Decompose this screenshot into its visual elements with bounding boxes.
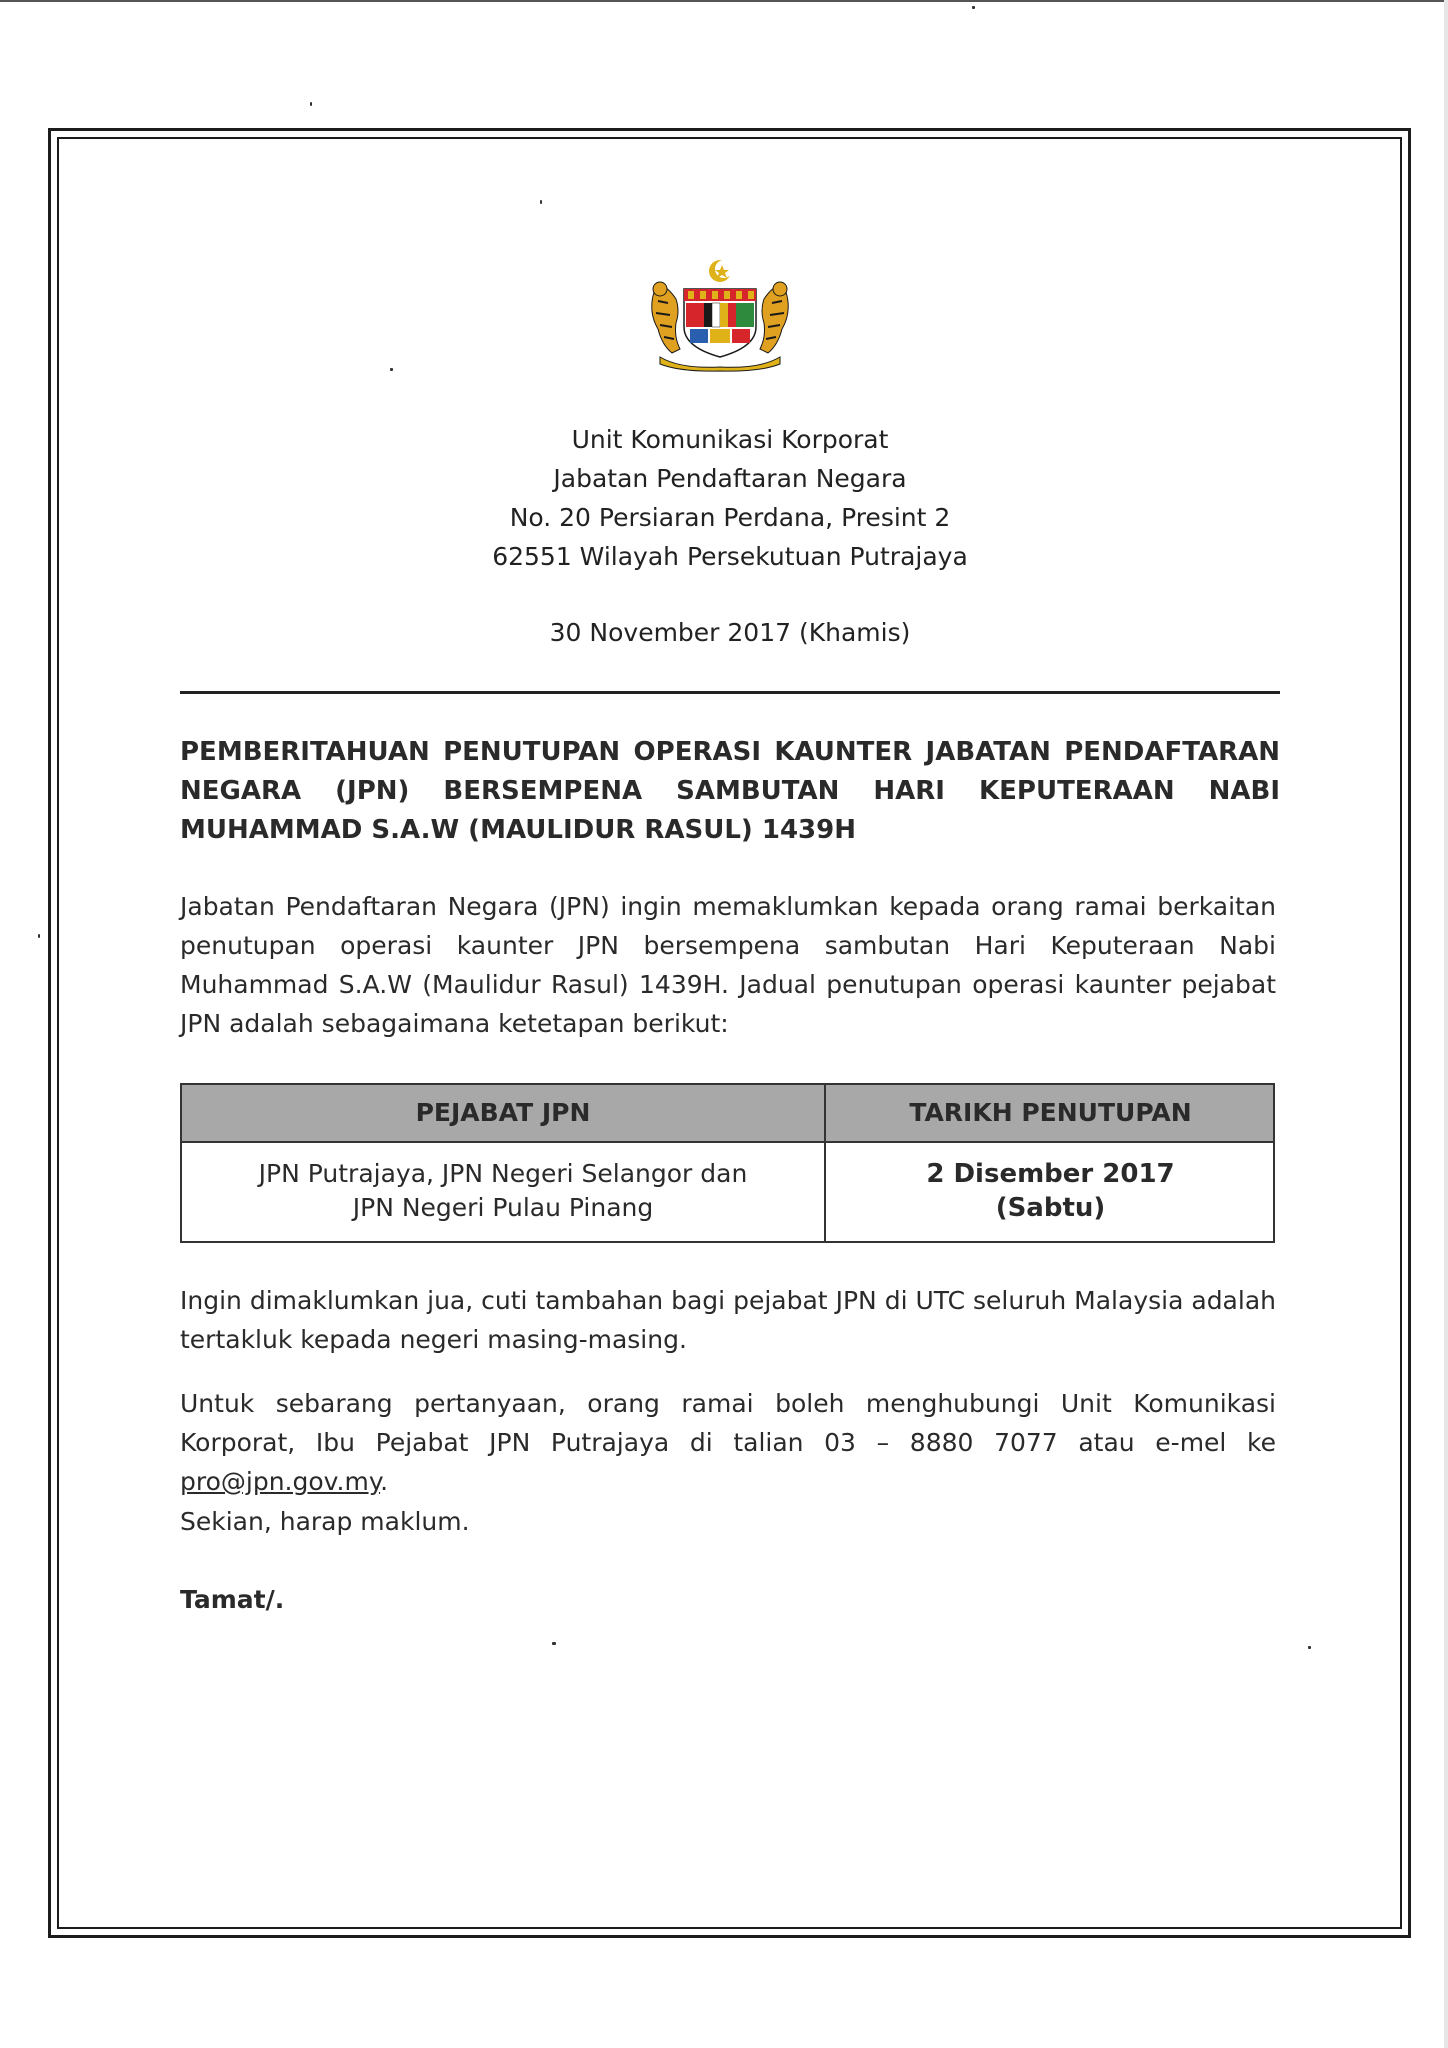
address-line: No. 20 Persiaran Perdana, Presint 2 — [509, 503, 951, 532]
scan-speck — [38, 934, 40, 938]
address-line: 62551 Wilayah Persekutuan Putrajaya — [492, 542, 968, 571]
table-cell-office — [182, 1157, 824, 1225]
closure-day: (Sabtu) — [995, 1193, 1106, 1223]
note-paragraph: Ingin dimaklumkan jua, cuti tambahan bagi pejabat JPN di UTC seluruh Malaysia adalah tertakluk kepada negeri masing-masing. — [180, 1286, 1276, 1354]
contact-text: Untuk sebarang pertanyaan, orang ramai boleh menghubungi Unit Komunikasi Korporat, Ibu Pejabat JPN Putrajaya di talian 03 – 8880 7077 atau e-mel ke — [180, 1389, 1276, 1457]
table-cell-date — [826, 1157, 1275, 1225]
table-header-date: TARIKH PENUTUPAN — [909, 1098, 1192, 1127]
closure-table — [180, 1083, 1275, 1243]
scan-speck — [540, 200, 542, 204]
contact-period: . — [380, 1467, 389, 1496]
closing-line: Sekian, harap maklum. — [180, 1507, 470, 1536]
end-mark: Tamat/. — [180, 1585, 285, 1614]
page-title: PEMBERITAHUAN PENUTUPAN OPERASI KAUNTER JABATAN PENDAFTARAN NEGARA (JPN) BERSEMPENA SAMBUTAN HARI KEPUTERAAN NABI MUHAMMAD S.A.W (MAULIDUR RASUL) 1439H — [180, 737, 1280, 845]
scan-speck — [390, 368, 393, 371]
address-line: Unit Komunikasi Korporat — [571, 425, 889, 454]
malaysia-coat-of-arms-icon — [640, 257, 800, 372]
document-date: 30 November 2017 (Khamis) — [549, 618, 911, 647]
address-line: Jabatan Pendaftaran Negara — [553, 464, 907, 493]
header-divider — [180, 691, 1280, 694]
email-link[interactable]: pro@jpn.gov.my — [180, 1467, 381, 1496]
scan-speck — [310, 102, 312, 106]
office-line: JPN Putrajaya, JPN Negeri Selangor dan — [258, 1159, 748, 1188]
office-line: JPN Negeri Pulau Pinang — [352, 1193, 654, 1222]
intro-paragraph: Jabatan Pendaftaran Negara (JPN) ingin memaklumkan kepada orang ramai berkaitan penutupan operasi kaunter JPN bersempena sambutan Hari Keputeraan Nabi Muhammad S.A.W (Maulidur Rasul) 1439H. Jadual penutupan operasi kaunter pejabat JPN adalah sebagaimana ketetapan berikut: — [180, 892, 1276, 1038]
contact-paragraph — [180, 1384, 1276, 1501]
scan-speck — [552, 1642, 556, 1645]
scan-speck — [972, 6, 975, 9]
scan-edge-top — [0, 0, 1448, 2]
table-header-office: PEJABAT JPN — [415, 1098, 591, 1127]
scan-speck — [1308, 1646, 1311, 1649]
closure-date: 2 Disember 2017 — [926, 1159, 1175, 1189]
scan-edge-right — [1444, 0, 1448, 2048]
sender-address — [180, 420, 1280, 576]
